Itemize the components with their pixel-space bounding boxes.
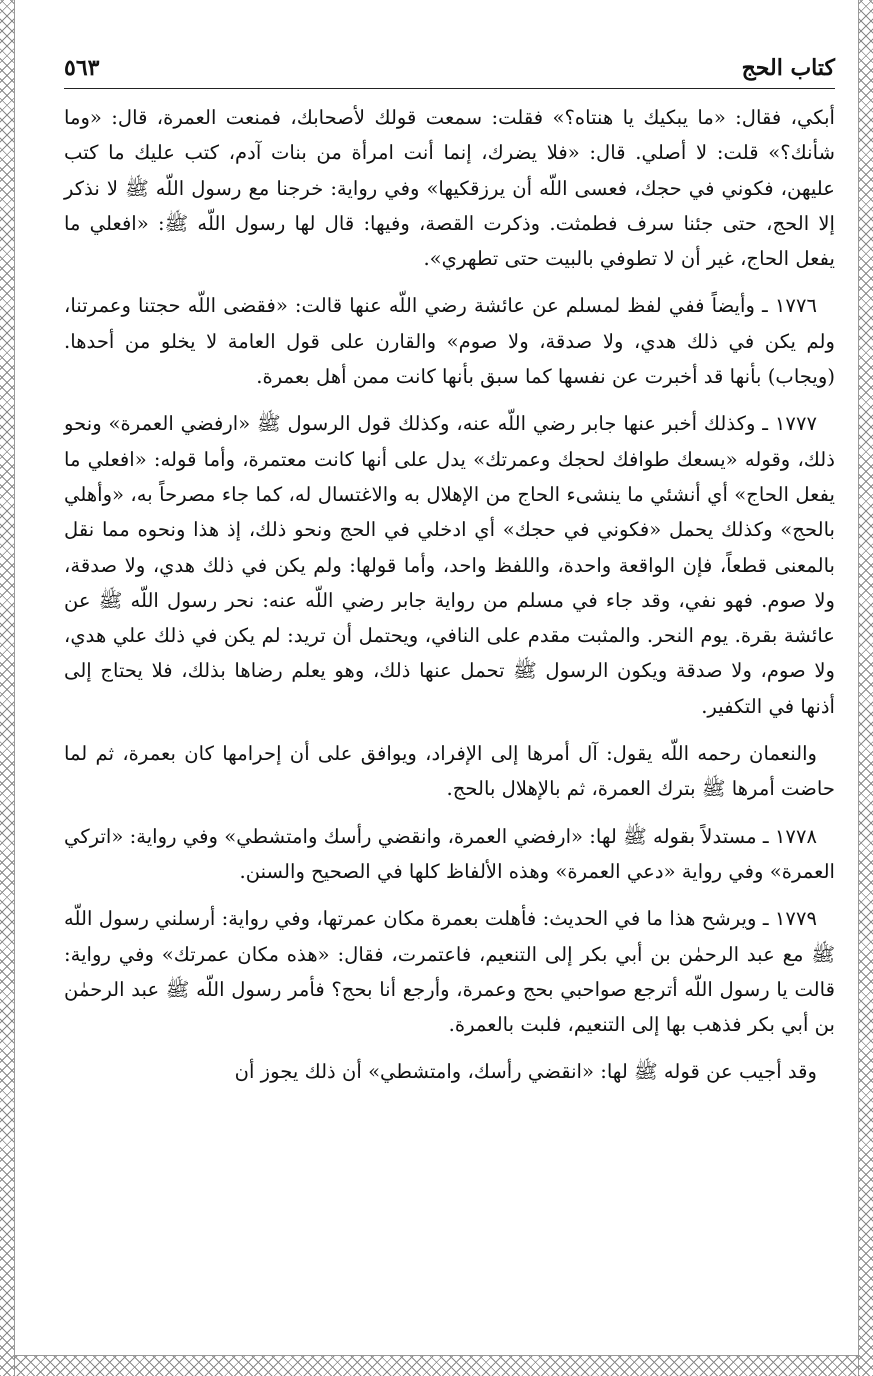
paragraph-1779: ١٧٧٩ ـ ويرشح هذا ما في الحديث: فأهلت بعمرة مكان عمرتها، وفي رواية: أرسلني رسول اللّه ﷺ مع عبد الرحمٰن بن أبي بكر إلى التنعيم، فاعتمرت، فقال: «هذه مكان عمرتك» وفي رواية: قالت يا رسول اللّه أترجع صواحبي بحج وعمرة، وأرجع أنا بحج؟ فأمر رسول اللّه ﷺ عبد الرحمٰن بن أبي بكر فذهب بها إلى التنعيم، فلبت بالعمرة. xyxy=(64,907,835,1037)
paragraph-last: وقد أجيب عن قوله ﷺ لها: «انقضي رأسك، وامتشطي» أن ذلك يجوز أن xyxy=(234,1060,817,1084)
paragraph-1777: ١٧٧٧ ـ وكذلك أخبر عنها جابر رضي اللّه عنه، وكذلك قول الرسول ﷺ «ارفضي العمرة» ونحو ذلك، وقوله «يسعك طوافك لحجك وعمرتك» يدل على أنها كانت معتمرة، وأما قوله: «افعلي ما يفعل الحاج» أي أنشئي ما ينشىء الحاج من الإهلال به والاغتسال له، كما جاء مصرحاً به، «وأهلي بالحج» وكذلك يحمل «فكوني في حجك» أي ادخلي في الحج ونحو ذلك، إذ هذا ونحوه مما نقل بالمعنى قطعاً، فإن الواقعة واحدة، واللفظ واحد، وأما قولها: ولم يكن في ذلك هدي، ولا صدقة، ولا صوم. فهو نفي، وقد جاء في مسلم من رواية جابر رضي اللّه عنه: نحر رسول اللّه ﷺ عن عائشة بقرة. يوم النحر. والمثبت مقدم على النافي، ويحتمل أن تريد: لم يكن في ذلك علي هدي، ولا صوم، ولا صدقة ويكون الرسول ﷺ تحمل عنها ذلك، وهو يعلم رضاها بذلك، فلا يحتاج إلى أذنها في التكفير. xyxy=(64,412,835,718)
paragraph-1778: ١٧٧٨ ـ مستدلاً بقوله ﷺ لها: «ارفضي العمرة، وانقضي رأسك وامتشطي» وفي رواية: «اتركي العمرة» وفي رواية «دعي العمرة» وهذه الألفاظ كلها في الصحيح والسنن. xyxy=(64,824,835,883)
paragraph-1776: ١٧٧٦ ـ وأيضاً ففي لفظ لمسلم عن عائشة رضي اللّه عنها قالت: «فقضى اللّه حجتنا وعمرتنا، ولم يكن في ذلك هدي، ولا صدقة، ولا صوم» والقارن على قول العامة لا يخلو من أحدها. (ويجاب) بأنها قد أخبرت عن نفسها كما سبق بأنها كانت ممن أهل بعمرة. xyxy=(64,294,835,389)
decorative-border-right xyxy=(858,0,873,1376)
page-body xyxy=(64,100,835,1102)
decorative-border-bottom xyxy=(14,1355,859,1376)
decorative-border-left xyxy=(0,0,15,1376)
paragraph-numan: والنعمان رحمه اللّه يقول: آل أمرها إلى الإفراد، ويوافق على أن إحرامها كان بعمرة، ثم لما حاضت أمرها ﷺ بترك العمرة، ثم بالإهلال بالحج. xyxy=(64,742,835,801)
paragraph-1: أبكي، فقال: «ما يبكيك يا هنتاه؟» فقلت: سمعت قولك لأصحابك، فمنعت العمرة، قال: «وما شأنك؟» قلت: لا أصلي. قال: «فلا يضرك، إنما أنت امرأة من بنات آدم، كتب عليك ما كتب عليهن، فكوني في حجك، فعسى اللّه أن يرزقكيها» وفي رواية: خرجنا مع رسول اللّه ﷺ لا نذكر إلا الحج، حتى جئنا سرف فطمثت. وذكرت القصة، وفيها: قال لها رسول اللّه ﷺ: «افعلي ما يفعل الحاج، غير أن لا تطوفي بالبيت حتى تطهري». xyxy=(64,106,835,271)
book-title: كتاب الحج xyxy=(741,55,835,81)
page-header xyxy=(64,48,835,89)
page-number: ٥٦٣ xyxy=(64,55,100,81)
